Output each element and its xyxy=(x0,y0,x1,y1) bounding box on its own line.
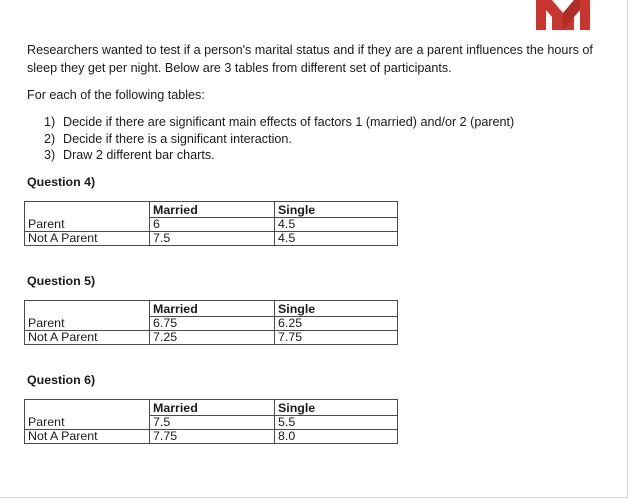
list-item xyxy=(44,147,514,164)
table-row-label: Parent xyxy=(25,218,150,232)
table-header-single: Single xyxy=(275,202,398,218)
table-corner-cell xyxy=(25,202,150,218)
question-6-table xyxy=(24,399,398,444)
table-header-row xyxy=(25,400,398,416)
table-row-label: Parent xyxy=(25,416,150,430)
table-cell: 6.75 xyxy=(150,317,275,331)
table-row xyxy=(25,430,398,444)
table-cell: 4.5 xyxy=(275,218,398,232)
table-cell: 4.5 xyxy=(275,232,398,246)
table-header-single: Single xyxy=(275,301,398,317)
table-row-label: Not A Parent xyxy=(25,331,150,345)
table-header-married: Married xyxy=(150,202,275,218)
table-cell: 7.75 xyxy=(150,430,275,444)
question-5-table xyxy=(24,300,398,345)
list-item-number: 1) xyxy=(44,115,56,129)
table-row xyxy=(25,416,398,430)
list-item-text: Decide if there is a significant interaction. xyxy=(63,131,292,146)
table-header-row xyxy=(25,301,398,317)
list-item xyxy=(44,131,514,148)
table-row-label: Parent xyxy=(25,317,150,331)
table-cell: 7.25 xyxy=(150,331,275,345)
table-row xyxy=(25,331,398,345)
table-cell: 7.5 xyxy=(150,416,275,430)
table-cell: 7.5 xyxy=(150,232,275,246)
list-item-text: Decide if there are significant main effects of factors 1 (married) and/or 2 (parent) xyxy=(63,115,515,129)
table-cell: 5.5 xyxy=(275,416,398,430)
list-item-text: Draw 2 different bar charts. xyxy=(63,148,215,162)
list-item-number: 3) xyxy=(44,148,56,162)
list-item-number: 2) xyxy=(44,131,56,146)
table-cell: 7.75 xyxy=(275,331,398,345)
table-corner-cell xyxy=(25,400,150,416)
instructions-prompt: For each of the following tables: xyxy=(27,88,205,102)
question-5-heading: Question 5) xyxy=(27,274,96,288)
table-row xyxy=(25,218,398,232)
m-logo-left-shape xyxy=(536,0,563,30)
table-cell: 6 xyxy=(150,218,275,232)
table-corner-cell xyxy=(25,301,150,317)
table-header-single: Single xyxy=(275,400,398,416)
list-item xyxy=(44,114,514,131)
intro-paragraph: Researchers wanted to test if a person's marital status and if they are a parent influences the hours of sleep they get per night. Below are 3 tables from different set of participants. xyxy=(27,43,593,75)
question-4-table xyxy=(24,201,398,246)
table-row-label: Not A Parent xyxy=(25,232,150,246)
table-header-married: Married xyxy=(150,400,275,416)
table-header-row xyxy=(25,202,398,218)
table-row-label: Not A Parent xyxy=(25,430,150,444)
question-4-heading: Question 4) xyxy=(27,175,96,189)
table-row xyxy=(25,232,398,246)
table-header-married: Married xyxy=(150,301,275,317)
table-row xyxy=(25,317,398,331)
question-6-heading: Question 6) xyxy=(27,373,96,387)
m-logo-icon xyxy=(532,0,594,30)
table-cell: 8.0 xyxy=(275,430,398,444)
table-cell: 6.25 xyxy=(275,317,398,331)
task-list xyxy=(44,114,514,164)
